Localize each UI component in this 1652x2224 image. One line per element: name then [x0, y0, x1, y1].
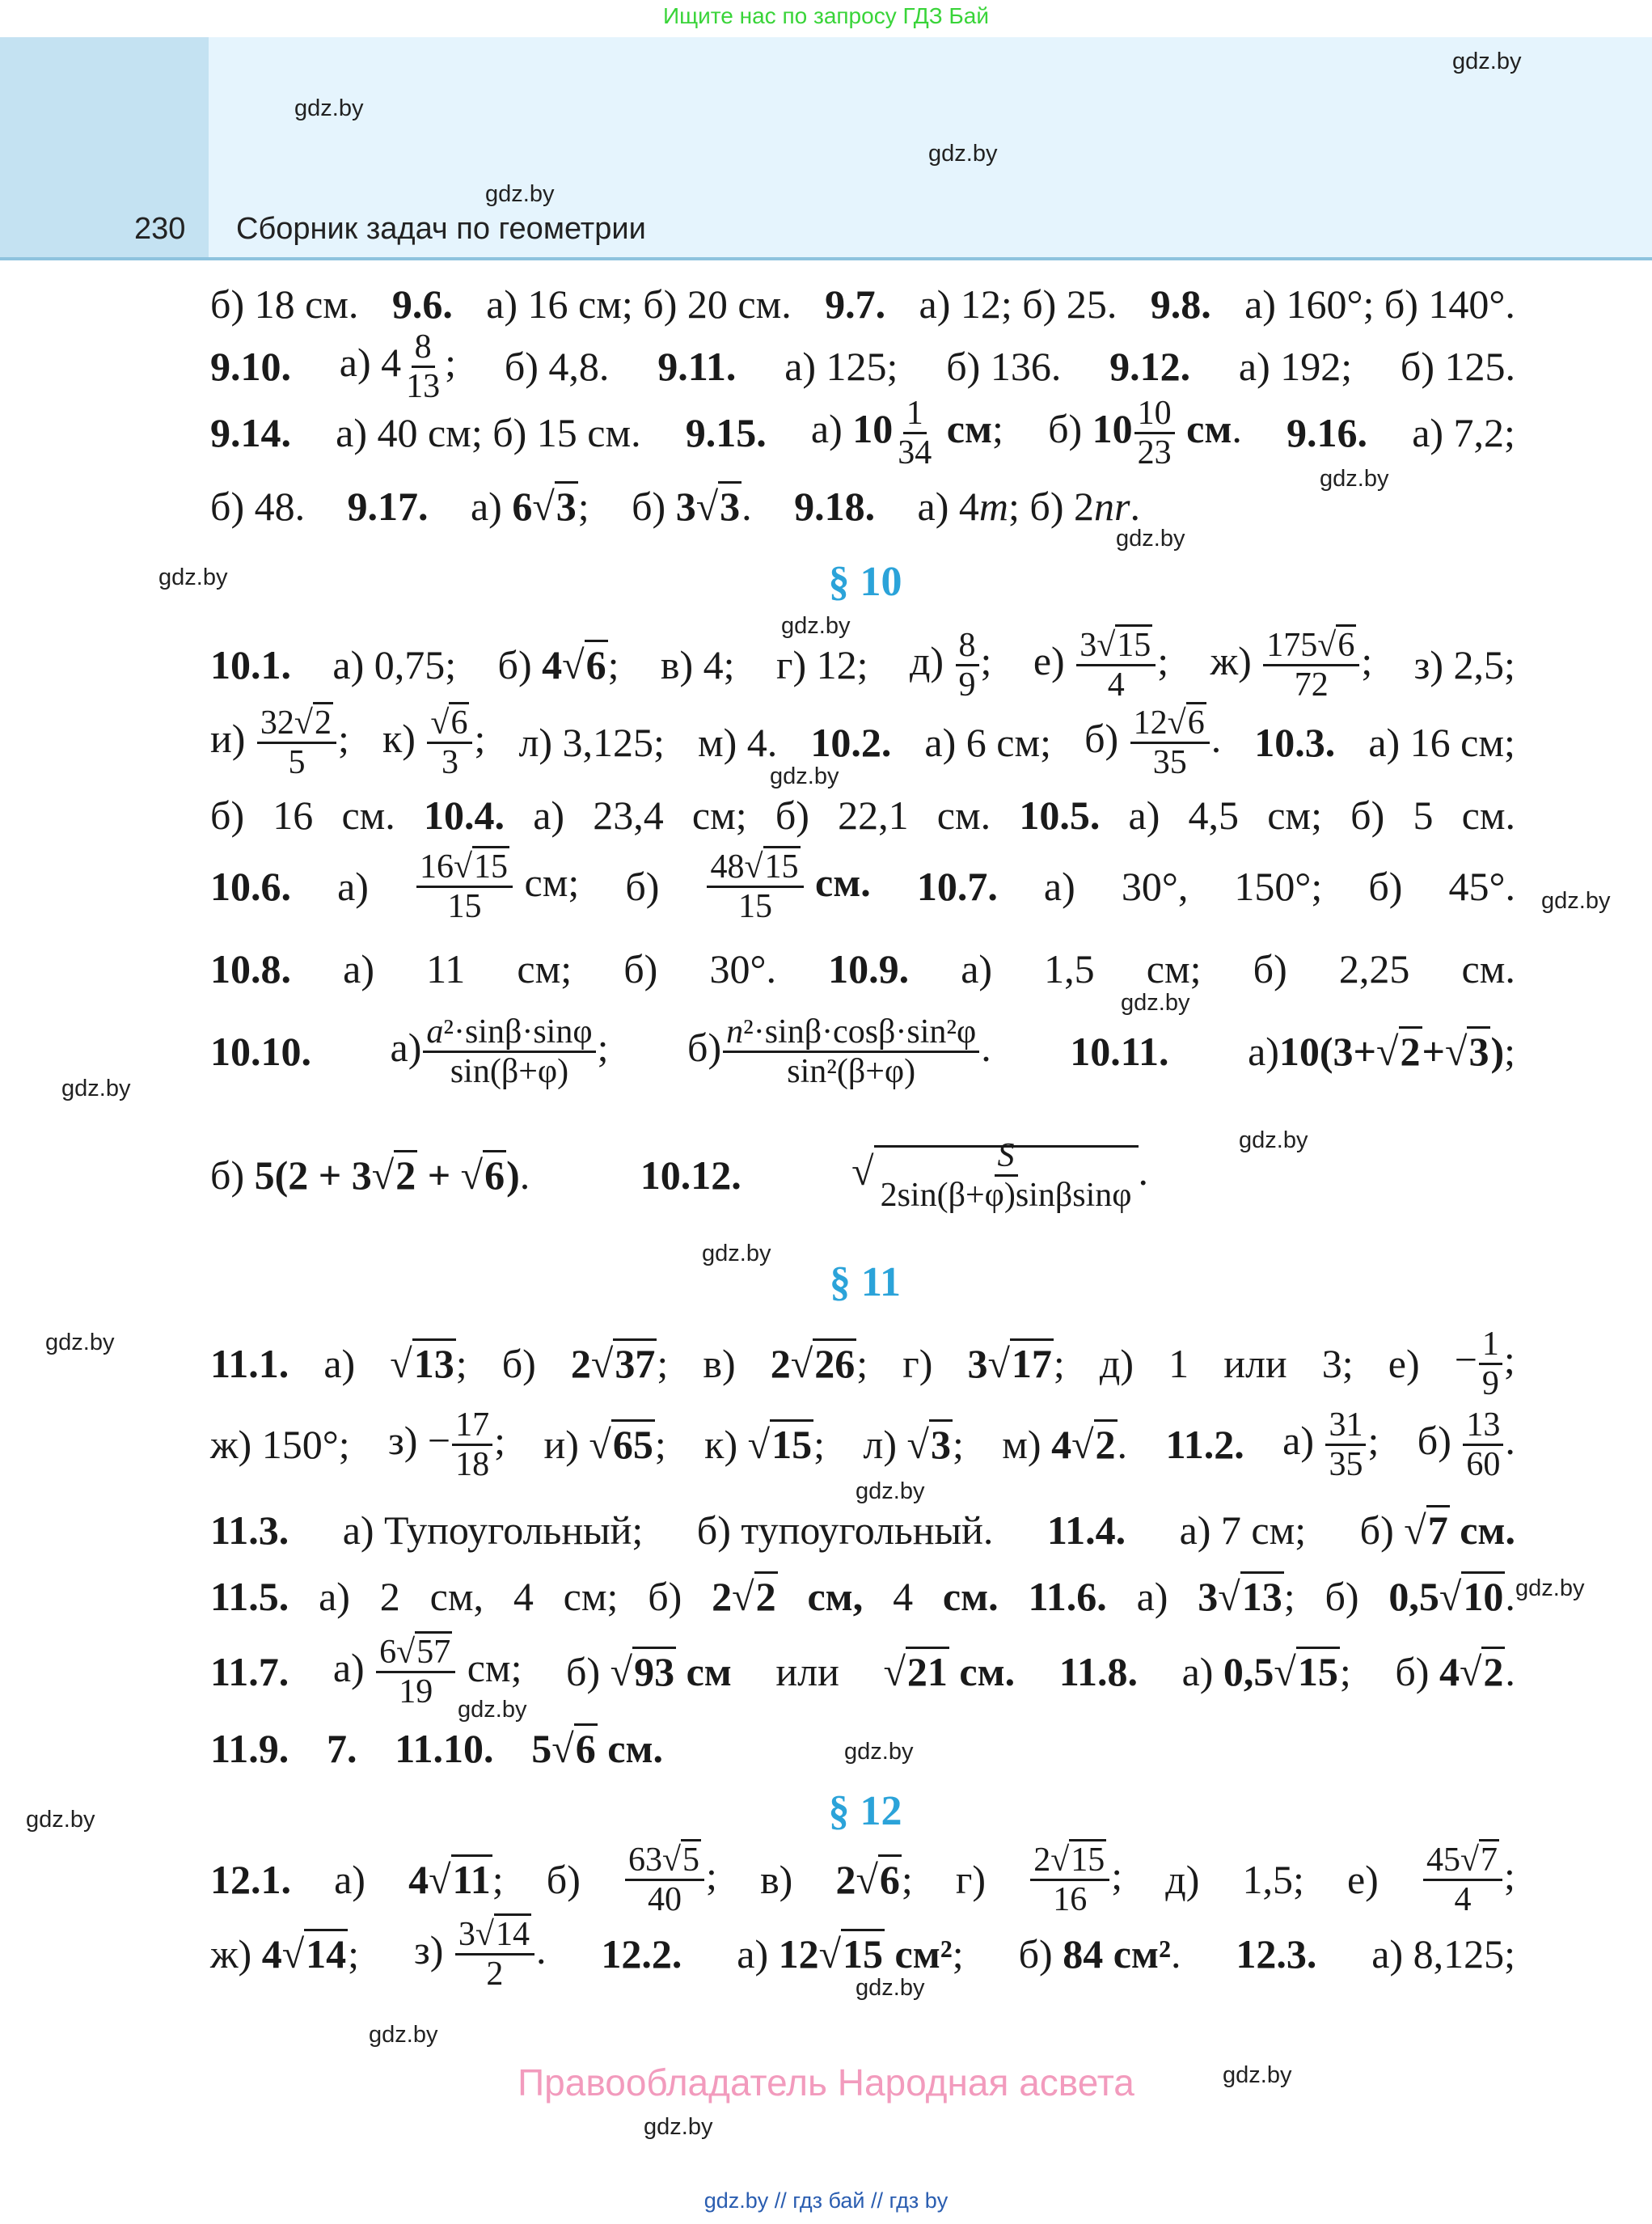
- watermark: gdz.by: [928, 141, 998, 167]
- answer-line: 11.3. а) Тупоугольный; б) тупоугольный. 11.4. а) 7 см; б) √7 см.: [210, 1506, 1515, 1554]
- watermark: gdz.by: [1515, 1575, 1585, 1601]
- page-number: 230: [134, 212, 186, 246]
- watermark: gdz.by: [1239, 1127, 1308, 1153]
- answer-line: 11.7. а) $\frac{6√57}{19}$ см; б) √93 см или √21 см. 11.8. а) 0,5√15; б) 4√2.: [210, 1637, 1515, 1706]
- watermark: gdz.by: [1121, 990, 1190, 1016]
- watermark: gdz.by: [45, 1330, 115, 1355]
- watermark: gdz.by: [158, 564, 228, 590]
- watermark: gdz.by: [294, 95, 364, 121]
- answer-line: б) 16 см. 10.4. а) 23,4 см; б) 22,1 см. 10.5. а) 4,5 см; б) 5 см.: [210, 793, 1515, 838]
- answer-line: 11.9. 7. 11.10. 5√6 см.: [210, 1724, 663, 1773]
- watermark: gdz.by: [61, 1076, 131, 1101]
- copyright-notice: Правообладатель Народная асвета: [518, 2061, 1134, 2103]
- answer-line: 11.1. а) √13; б) 2√37; в) 2√26; г) 3√17; д) 1 или 3; е) − $\frac{1}{9}$ ;: [210, 1325, 1515, 1402]
- answer-line: 10.1. а) 0,75; б) 4√6; в) 4; г) 12; д) $\frac{8}{9}$ ; е) $\frac{3√15}{4}$ ; ж) $\frac{175√6}{72}$ ; з) 2,5;: [210, 632, 1515, 697]
- answer-line: б) 48. 9.17. а) 6√3; б) 3√3. 9.18. а) 4m; б) 2nr.: [210, 482, 1140, 531]
- answer-line: ж) 150°; з) − $\frac{17}{18}$ ; и) √65; к) √15; л) √3; м) 4√2. 11.2. а) $\frac{31}{35}$ ; б) $\frac{13}{60}$ .: [210, 1406, 1515, 1483]
- watermark: gdz.by: [770, 763, 839, 789]
- watermark: gdz.by: [485, 181, 555, 207]
- answer-line: 12.1. а) 4√11; б) $\frac{63√5}{40}$ ; в) 2√6; г) $\frac{2√15}{16}$ ; д) 1,5; е) $\frac{45√7}{4}$ ;: [210, 1847, 1515, 1912]
- watermark: gdz.by: [369, 2022, 438, 2048]
- answer-line: ж) 4√14; з) $\frac{3√14}{2}$ . 12.2. а) 12√15 см²; б) 84 см². 12.3. а) 8,125;: [210, 1922, 1515, 1986]
- watermark: gdz.by: [644, 2114, 713, 2140]
- section-heading-10: § 10: [828, 559, 902, 605]
- answer-line: 9.10. а) 4 $\frac{8}{13}$ ; б) 4,8. 9.11. а) 125; б) 136. 9.12. а) 192; б) 125.: [210, 328, 1515, 405]
- watermark: gdz.by: [781, 613, 851, 639]
- watermark: gdz.by: [856, 1975, 925, 2001]
- watermark: gdz.by: [702, 1241, 771, 1266]
- answer-line: б) 18 см. 9.6. а) 16 см; б) 20 см. 9.7. а) 12; б) 25. 9.8. а) 160°; б) 140°.: [210, 281, 1515, 327]
- top-search-note[interactable]: Ищите нас по запросу ГДЗ Бай: [662, 3, 990, 28]
- watermark: gdz.by: [844, 1739, 914, 1765]
- answer-line: 11.5. а) 2 см, 4 см; б) 2√2 см, 4 см. 11.6. а) 3√13; б) 0,5√10.: [210, 1572, 1515, 1621]
- watermark: gdz.by: [1116, 526, 1185, 552]
- watermark: gdz.by: [856, 1478, 925, 1504]
- watermark: gdz.by: [1452, 49, 1522, 74]
- answer-line: 10.6. а) $\frac{16√15}{15}$ см; б) $\frac{48√15}{15}$ см. 10.7. а) 30°, 150°; б) 45°.: [210, 852, 1515, 920]
- book-title: Сборник задач по геометрии: [236, 212, 646, 246]
- header-divider: [0, 257, 1652, 260]
- watermark: gdz.by: [26, 1807, 95, 1833]
- section-heading-11: § 11: [829, 1259, 902, 1305]
- section-heading-12: § 12: [828, 1788, 902, 1834]
- watermark: gdz.by: [1320, 466, 1389, 492]
- watermark: gdz.by: [458, 1697, 527, 1723]
- answer-line: б) 5(2 + 3√2 + √6). 10.12. √ $\frac{S}{2\sin(\beta+\varphi)\sin\beta\sin\varphi}$ .: [210, 1136, 1148, 1214]
- watermark: gdz.by: [1541, 888, 1611, 914]
- watermark: gdz.by: [1223, 2062, 1292, 2088]
- answer-line: 10.10. а) $\frac{\text{a²·sinβ·sinφ}}{\sin(\beta+\varphi)}$ ; б) $\frac{\text{n²·sinβ·cosβ·sin²φ}}{\text{sin²(β+φ)}}$ . 10.11. а)10(3+√2+√3);: [210, 1013, 1515, 1090]
- answer-line: 10.8. а) 11 см; б) 30°. 10.9. а) 1,5 см; б) 2,25 см.: [210, 946, 1515, 991]
- answer-line: 9.14. а) 40 см; б) 15 см. 9.15. а) 10 $\frac{1}{34}$ см; б) 10 $\frac{10}{23}$ см. 9.16. а) 7,2;: [210, 394, 1515, 471]
- footer-links[interactable]: gdz.by // гдз бай // гдз by: [703, 2188, 949, 2213]
- answer-line: и) $\frac{32√2}{5}$ ; к) $\frac{√6}{3}$ ; л) 3,125; м) 4. 10.2. а) 6 см; б) $\frac{12√6}{35}$ . 10.3. а) 16 см;: [210, 710, 1515, 775]
